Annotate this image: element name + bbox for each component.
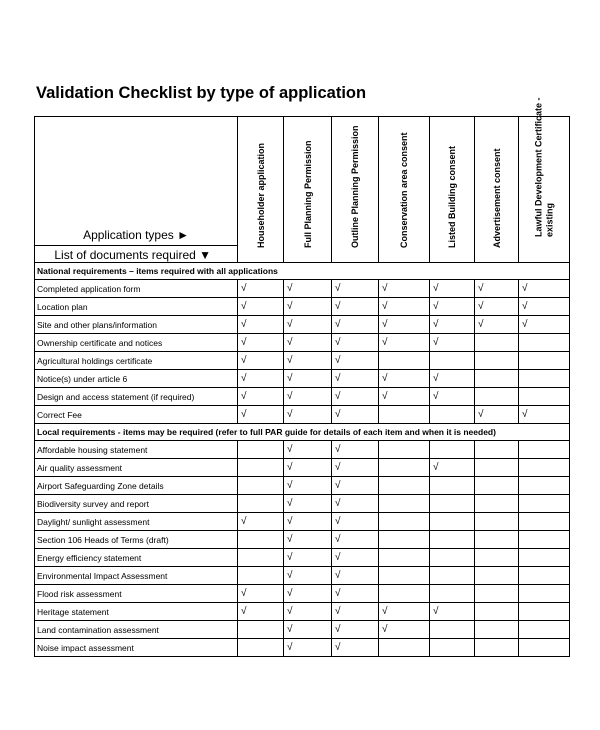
check-mark-cell: √: [519, 280, 570, 298]
empty-cell: [475, 549, 519, 567]
table-row: [35, 280, 570, 298]
check-mark-cell: √: [284, 388, 332, 406]
document-name: Noise impact assessment: [35, 639, 238, 657]
check-mark-cell: √: [284, 513, 332, 531]
check-mark-cell: √: [238, 603, 284, 621]
check-mark-cell: √: [284, 549, 332, 567]
column-header-listed-building: Listed Building consent: [430, 117, 475, 263]
application-types-label: Application types ►: [83, 228, 189, 242]
empty-cell: [238, 531, 284, 549]
empty-cell: [475, 639, 519, 657]
empty-cell: [430, 477, 475, 495]
check-mark-cell: √: [284, 567, 332, 585]
check-mark-cell: √: [332, 370, 379, 388]
empty-cell: [430, 585, 475, 603]
check-mark-cell: √: [475, 298, 519, 316]
document-name: Affordable housing statement: [35, 441, 238, 459]
column-header-outline-planning: Outline Planning Permission: [332, 117, 379, 263]
check-mark-cell: √: [238, 388, 284, 406]
empty-cell: [238, 441, 284, 459]
empty-cell: [238, 621, 284, 639]
document-name: Site and other plans/information: [35, 316, 238, 334]
empty-cell: [430, 621, 475, 639]
check-mark-cell: √: [430, 388, 475, 406]
empty-cell: [519, 370, 570, 388]
check-mark-cell: √: [379, 388, 430, 406]
empty-cell: [475, 459, 519, 477]
documents-required-label: List of documents required ▼: [54, 248, 211, 262]
empty-cell: [519, 459, 570, 477]
table-row: [35, 334, 570, 352]
empty-cell: [519, 334, 570, 352]
check-mark-cell: √: [332, 621, 379, 639]
check-mark-cell: √: [519, 316, 570, 334]
empty-cell: [379, 459, 430, 477]
section-header-row: [35, 263, 570, 280]
empty-cell: [379, 352, 430, 370]
check-mark-cell: √: [332, 406, 379, 424]
table-row: [35, 352, 570, 370]
check-mark-cell: √: [379, 370, 430, 388]
empty-cell: [519, 549, 570, 567]
empty-cell: [430, 567, 475, 585]
check-mark-cell: √: [430, 298, 475, 316]
empty-cell: [238, 477, 284, 495]
document-name: Environmental Impact Assessment: [35, 567, 238, 585]
empty-cell: [238, 459, 284, 477]
table-row: [35, 639, 570, 657]
document-name: Energy efficiency statement: [35, 549, 238, 567]
check-mark-cell: √: [284, 352, 332, 370]
check-mark-cell: √: [284, 298, 332, 316]
empty-cell: [519, 567, 570, 585]
check-mark-cell: √: [332, 603, 379, 621]
document-name: Agricultural holdings certificate: [35, 352, 238, 370]
empty-cell: [379, 585, 430, 603]
check-mark-cell: √: [332, 280, 379, 298]
document-name: Heritage statement: [35, 603, 238, 621]
empty-cell: [475, 477, 519, 495]
header-corner-cell: [35, 117, 238, 263]
empty-cell: [475, 531, 519, 549]
empty-cell: [238, 567, 284, 585]
empty-cell: [475, 370, 519, 388]
empty-cell: [430, 639, 475, 657]
empty-cell: [475, 441, 519, 459]
validation-checklist-table: [34, 97, 570, 657]
empty-cell: [475, 495, 519, 513]
check-mark-cell: √: [332, 567, 379, 585]
document-name: Design and access statement (if required): [35, 388, 238, 406]
check-mark-cell: √: [430, 280, 475, 298]
column-header-householder: Householder application: [238, 117, 284, 263]
check-mark-cell: √: [475, 280, 519, 298]
check-mark-cell: √: [430, 603, 475, 621]
check-mark-cell: √: [332, 549, 379, 567]
check-mark-cell: √: [519, 406, 570, 424]
empty-cell: [430, 513, 475, 531]
check-mark-cell: √: [475, 406, 519, 424]
empty-cell: [475, 513, 519, 531]
document-name: Daylight/ sunlight assessment: [35, 513, 238, 531]
check-mark-cell: √: [430, 370, 475, 388]
check-mark-cell: √: [332, 334, 379, 352]
document-name: Biodiversity survey and report: [35, 495, 238, 513]
check-mark-cell: √: [284, 280, 332, 298]
empty-cell: [379, 477, 430, 495]
table-row: [35, 388, 570, 406]
check-mark-cell: √: [284, 441, 332, 459]
document-name: Air quality assessment: [35, 459, 238, 477]
table-row: [35, 567, 570, 585]
empty-cell: [379, 406, 430, 424]
section-header-row: [35, 424, 570, 441]
check-mark-cell: √: [332, 352, 379, 370]
empty-cell: [430, 441, 475, 459]
check-mark-cell: √: [332, 513, 379, 531]
empty-cell: [379, 549, 430, 567]
check-mark-cell: √: [379, 298, 430, 316]
empty-cell: [379, 531, 430, 549]
check-mark-cell: √: [332, 388, 379, 406]
table-row: [35, 316, 570, 334]
table-row: [35, 549, 570, 567]
empty-cell: [519, 352, 570, 370]
check-mark-cell: √: [284, 603, 332, 621]
empty-cell: [519, 441, 570, 459]
empty-cell: [519, 531, 570, 549]
document-name: Land contamination assessment: [35, 621, 238, 639]
check-mark-cell: √: [284, 621, 332, 639]
empty-cell: [519, 585, 570, 603]
document-name: Section 106 Heads of Terms (draft): [35, 531, 238, 549]
check-mark-cell: √: [379, 334, 430, 352]
check-mark-cell: √: [332, 477, 379, 495]
table-row: [35, 370, 570, 388]
check-mark-cell: √: [379, 603, 430, 621]
empty-cell: [379, 639, 430, 657]
empty-cell: [430, 495, 475, 513]
table-row: [35, 441, 570, 459]
empty-cell: [238, 549, 284, 567]
table-row: [35, 531, 570, 549]
column-header-advertisement: Advertisement consent: [475, 117, 519, 263]
empty-cell: [475, 621, 519, 639]
column-header-conservation-area: Conservation area consent: [379, 117, 430, 263]
check-mark-cell: √: [332, 585, 379, 603]
empty-cell: [475, 603, 519, 621]
empty-cell: [519, 513, 570, 531]
table-row: [35, 603, 570, 621]
empty-cell: [475, 352, 519, 370]
check-mark-cell: √: [238, 298, 284, 316]
table-row: [35, 477, 570, 495]
table-row: [35, 495, 570, 513]
empty-cell: [519, 603, 570, 621]
empty-cell: [519, 388, 570, 406]
check-mark-cell: √: [238, 316, 284, 334]
check-mark-cell: √: [519, 298, 570, 316]
check-mark-cell: √: [238, 370, 284, 388]
empty-cell: [379, 441, 430, 459]
empty-cell: [379, 513, 430, 531]
empty-cell: [519, 477, 570, 495]
check-mark-cell: √: [332, 441, 379, 459]
check-mark-cell: √: [284, 370, 332, 388]
check-mark-cell: √: [332, 531, 379, 549]
check-mark-cell: √: [284, 531, 332, 549]
empty-cell: [379, 567, 430, 585]
check-mark-cell: √: [238, 513, 284, 531]
empty-cell: [430, 549, 475, 567]
empty-cell: [430, 406, 475, 424]
check-mark-cell: √: [284, 334, 332, 352]
section-title: National requirements – items required with all applications: [35, 263, 570, 280]
empty-cell: [475, 567, 519, 585]
document-name: Completed application form: [35, 280, 238, 298]
empty-cell: [379, 495, 430, 513]
column-header-full-planning: Full Planning Permission: [284, 117, 332, 263]
check-mark-cell: √: [379, 621, 430, 639]
empty-cell: [519, 621, 570, 639]
empty-cell: [475, 585, 519, 603]
section-title: Local requirements - items may be required (refer to full PAR guide for details of each item and when it is needed): [35, 424, 570, 441]
table-row: [35, 406, 570, 424]
check-mark-cell: √: [430, 316, 475, 334]
header-row: [35, 117, 570, 263]
check-mark-cell: √: [332, 495, 379, 513]
document-name: Ownership certificate and notices: [35, 334, 238, 352]
page-title: Validation Checklist by type of application: [36, 84, 367, 102]
check-mark-cell: √: [379, 316, 430, 334]
check-mark-cell: √: [284, 459, 332, 477]
check-mark-cell: √: [238, 280, 284, 298]
check-mark-cell: √: [238, 406, 284, 424]
check-mark-cell: √: [284, 495, 332, 513]
empty-cell: [430, 352, 475, 370]
check-mark-cell: √: [430, 334, 475, 352]
empty-cell: [519, 495, 570, 513]
empty-cell: [238, 495, 284, 513]
empty-cell: [238, 639, 284, 657]
check-mark-cell: √: [284, 585, 332, 603]
table-row: [35, 298, 570, 316]
check-mark-cell: √: [238, 334, 284, 352]
check-mark-cell: √: [238, 352, 284, 370]
empty-cell: [475, 334, 519, 352]
check-mark-cell: √: [332, 316, 379, 334]
table-row: [35, 621, 570, 639]
check-mark-cell: √: [475, 316, 519, 334]
check-mark-cell: √: [284, 406, 332, 424]
empty-cell: [475, 388, 519, 406]
check-mark-cell: √: [332, 298, 379, 316]
document-name: Flood risk assessment: [35, 585, 238, 603]
table-row: [35, 513, 570, 531]
column-header-lawful-development: Lawful Development Certificate - existing: [519, 117, 570, 263]
empty-cell: [519, 639, 570, 657]
check-mark-cell: √: [379, 280, 430, 298]
table-row: [35, 585, 570, 603]
table-row: [35, 459, 570, 477]
document-name: Correct Fee: [35, 406, 238, 424]
check-mark-cell: √: [284, 477, 332, 495]
check-mark-cell: √: [430, 459, 475, 477]
check-mark-cell: √: [238, 585, 284, 603]
document-name: Location plan: [35, 298, 238, 316]
check-mark-cell: √: [332, 459, 379, 477]
document-name: Airport Safeguarding Zone details: [35, 477, 238, 495]
header-divider: [35, 245, 237, 246]
check-mark-cell: √: [332, 639, 379, 657]
document-name: Notice(s) under article 6: [35, 370, 238, 388]
empty-cell: [430, 531, 475, 549]
check-mark-cell: √: [284, 639, 332, 657]
check-mark-cell: √: [284, 316, 332, 334]
